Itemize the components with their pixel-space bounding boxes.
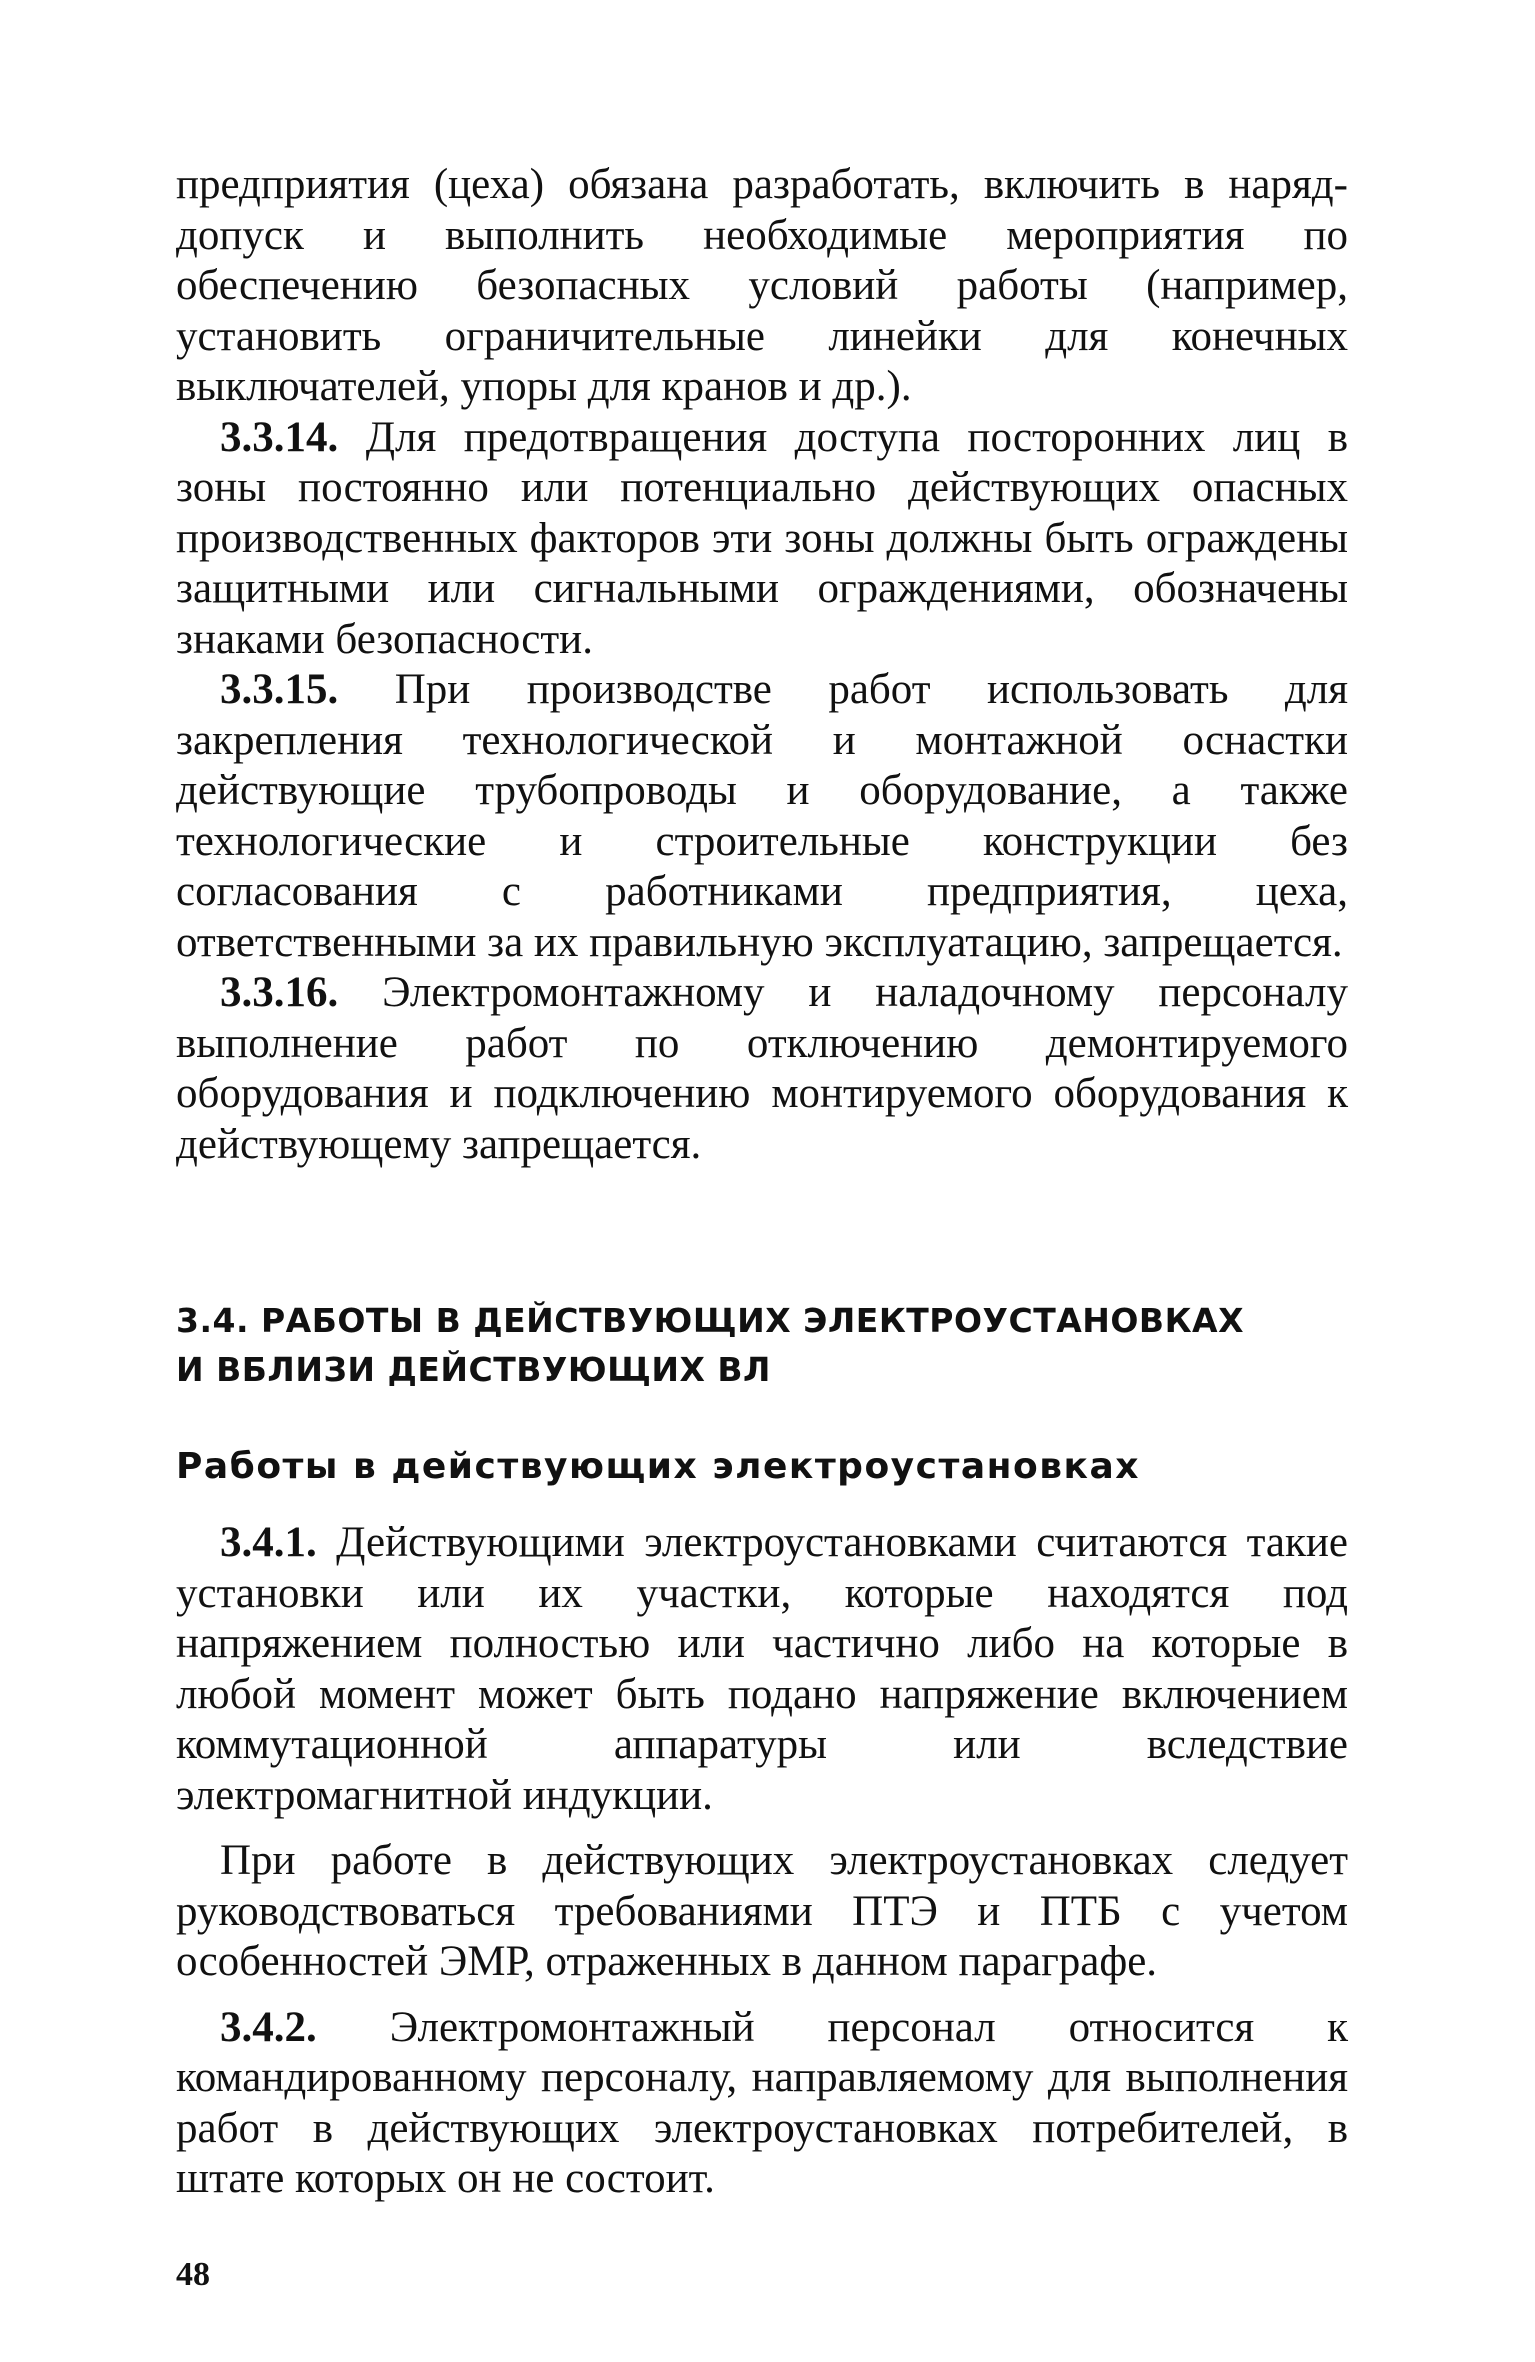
clause-number: 3.4.2. (220, 2003, 317, 2051)
clause-text: Действующими электроустановками считаются такие установки или их участки, которые находятся под напряжением полностью или частично либо на которые в любой момент может быть подано напряжение включением коммутационной аппаратуры или вследствие электромагнитной индукции. (176, 1519, 1349, 1819)
clause-text: Электромонтажный персонал относится к командированному персоналу, направляемому для выполнения работ в действующих электроустановках потребителей, в штате которых он не состоит. (176, 2003, 1349, 2202)
subsection-heading: Работы в действующих электроустановках (176, 1446, 1140, 1487)
clause-3-4-2 (176, 2003, 1348, 2205)
paragraph-requirements (176, 1836, 1348, 1988)
clause-number: 3.4.1. (220, 1519, 317, 1566)
paragraph-continuation (176, 160, 1348, 413)
section-heading-line-1: 3.4. РАБОТЫ В ДЕЙСТВУЮЩИХ ЭЛЕКТРОУСТАНОВКАХ (176, 1301, 1245, 1340)
clause-text: При производстве работ использовать для закрепления технологической и монтажной оснастки действующие трубопроводы и оборудование, а также технологические и строительные конструкции без согласования с работниками предприятия, цеха, ответственными за их правильную эксплуатацию, запрещается. (176, 666, 1348, 966)
section-heading-line-2: И ВБЛИЗИ ДЕЙСТВУЮЩИХ ВЛ (176, 1350, 771, 1389)
clause-3-3-14 (176, 413, 1348, 666)
clause-number: 3.3.14. (220, 413, 339, 461)
paragraph-text: предприятия (цеха) обязана разработать, включить в наряд-допуск и выполнить необходимые мероприятия по обеспечению безопасных условий работы (например, установить ограничительные линейки для конечных выключателей, упоры для кранов и др.). (176, 161, 1348, 410)
clause-number: 3.3.15. (220, 666, 339, 713)
clause-text: Для предотвращения доступа посторонних лиц в зоны постоянно или потенциально действующих опасных производственных факторов эти зоны должны быть ограждены защитными или сигнальными ограждениями, обозначены знаками безопасности. (176, 413, 1349, 663)
page-number: 48 (176, 2256, 210, 2293)
paragraph-text: При работе в действующих электроустановках следует руководствоваться требованиями ПТЭ и ПТБ с учетом особенностей ЭМР, отраженных в данном параграфе. (176, 1837, 1348, 1985)
section-heading (176, 1296, 1348, 1394)
clause-number: 3.3.16. (220, 969, 339, 1016)
page-body (176, 160, 1348, 2205)
clause-3-3-15 (176, 665, 1348, 968)
clause-text: Электромонтажному и наладочному персоналу выполнение работ по отключению демонтируемого оборудования и подключению монтируемого оборудования к действующему запрещается. (176, 969, 1348, 1168)
clause-3-4-1 (176, 1518, 1348, 1821)
clause-3-3-16 (176, 968, 1348, 1170)
